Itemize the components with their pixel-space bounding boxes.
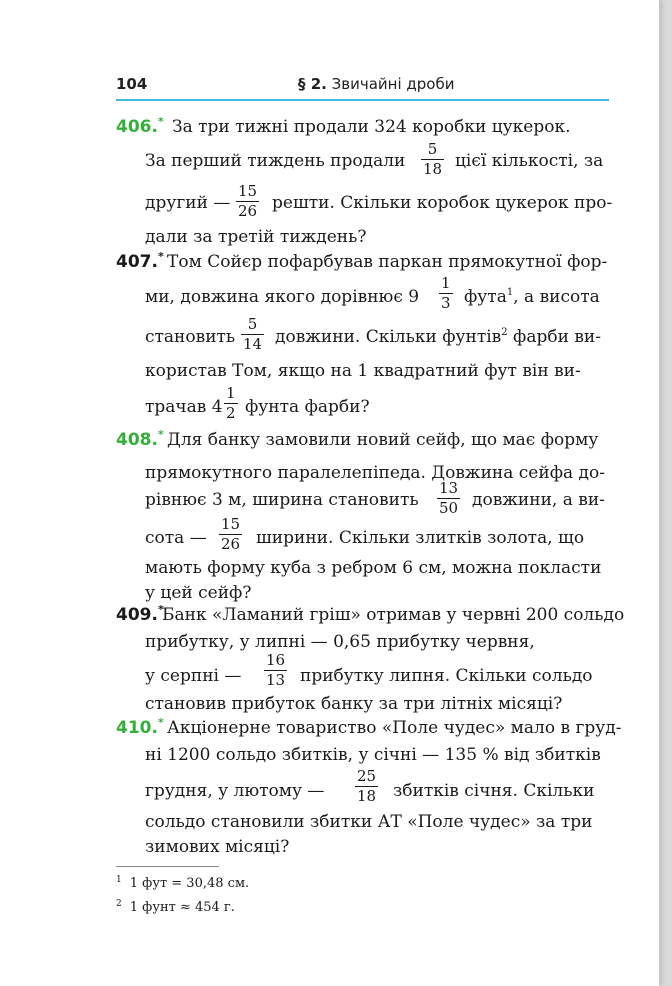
problem-408-line-5: мають форму куба з ребром 6 см, можна покласти (145, 558, 602, 578)
problem-408-line-2: прямокутного паралелепіпеда. Довжина сейфа до- (145, 463, 605, 483)
problem-409-number: 409. (116, 605, 158, 625)
problem-408-line-1: 408.* Для банку замовили новий сейф, що має форму (116, 428, 599, 450)
section-mark: § 2. (298, 75, 327, 93)
problem-410-line-3: грудня, у лютому — $\frac{25}{18}$ збитків січня. Скільки (145, 767, 595, 805)
problem-408-number: 408. (116, 430, 158, 450)
problem-407-line-3: становить $\frac{5}{14}$ довжини. Скільки фунтів$^2$ фарби ви- (145, 315, 601, 353)
problem-409-line-4: становив прибуток банку за три літніх місяці? (145, 694, 563, 714)
footnote-divider (116, 866, 219, 867)
problem-406-line-3: другий — $\frac{15}{26}$ решти. Скільки коробок цукерок про- (145, 182, 613, 220)
problem-406-line-4: дали за третій тиждень? (145, 227, 367, 247)
mixed-fraction-1-2: $\frac{1}{2}$ (226, 384, 236, 422)
problem-410-line-4: сольдо становили збитки АТ «Поле чудес» за три (145, 812, 593, 832)
page-header (116, 73, 609, 101)
problem-407-line-5: трачав 4 $\frac{1}{2}$ фунта фарби? (145, 384, 370, 422)
section-name: Звичайні дроби (331, 75, 455, 93)
fraction-15-26-b: $\frac{15}{26}$ (221, 515, 241, 553)
problem-409-line-2: прибутку, у липні — 0,65 прибутку червня, (145, 632, 535, 652)
fraction-16-13: $\frac{16}{13}$ (266, 651, 286, 689)
problem-408-line-4: сота — $\frac{15}{26}$ ширини. Скільки злитків золота, що (145, 515, 585, 553)
problem-409-line-3: у серпні — $\frac{16}{13}$ прибутку липня. Скільки сольдо (145, 651, 593, 689)
fraction-5-18: $\frac{5}{18}$ (423, 140, 443, 178)
footnote-ref-1: 1 (506, 287, 514, 298)
problem-409-line-1: 409.* Банк «Ламаний гріш» отримав у червні 200 сольдо (116, 603, 625, 625)
problem-407-line-4: користав Том, якщо на 1 квадратний фут він ви- (145, 361, 581, 381)
fraction-5-14: $\frac{5}{14}$ (243, 315, 263, 353)
problem-410-line-2: ні 1200 сольдо збитків, у січні — 135 % від збитків (145, 745, 601, 765)
problem-407-line-1: 407.* Том Сойєр пофарбував паркан прямокутної фор- (116, 250, 608, 272)
fraction-15-26: $\frac{15}{26}$ (238, 182, 258, 220)
fraction-13-50: $\frac{13}{50}$ (439, 479, 459, 517)
footnote-1: $^1$ 1 фут = 30,48 см. (116, 875, 250, 891)
problem-407-line-2: ми, довжина якого дорівнює 9 $\frac{1}{3}$ фута$^1$, а висота (145, 274, 600, 312)
problem-410-number: 410. (116, 718, 158, 738)
footnote-2: $^2$ 1 фунт ≈ 454 г. (116, 899, 235, 915)
problem-410-line-1: 410.* Акціонерне товариство «Поле чудес» мало в груд- (116, 716, 622, 738)
section-title (298, 75, 454, 93)
problem-406-number: 406. (116, 117, 158, 137)
problem-407-number: 407. (116, 252, 158, 272)
problem-410-line-5: зимових місяці? (145, 837, 290, 857)
page-number: 104 (116, 75, 148, 93)
fraction-25-18: $\frac{25}{18}$ (357, 767, 377, 805)
footnote-ref-2: 2 (501, 327, 508, 338)
problem-408-line-6: у цей сейф? (145, 583, 252, 603)
problem-406-line-1: 406.* За три тижні продали 324 коробки цукерок. (116, 115, 571, 137)
problem-406-line-2: За перший тиждень продали $\frac{5}{18}$ цієї кількості, за (145, 140, 604, 178)
problem-408-line-3: рівнює 3 м, ширина становить $\frac{13}{50}$ довжини, а ви- (145, 479, 605, 517)
mixed-fraction-1-3: $\frac{1}{3}$ (441, 274, 451, 312)
